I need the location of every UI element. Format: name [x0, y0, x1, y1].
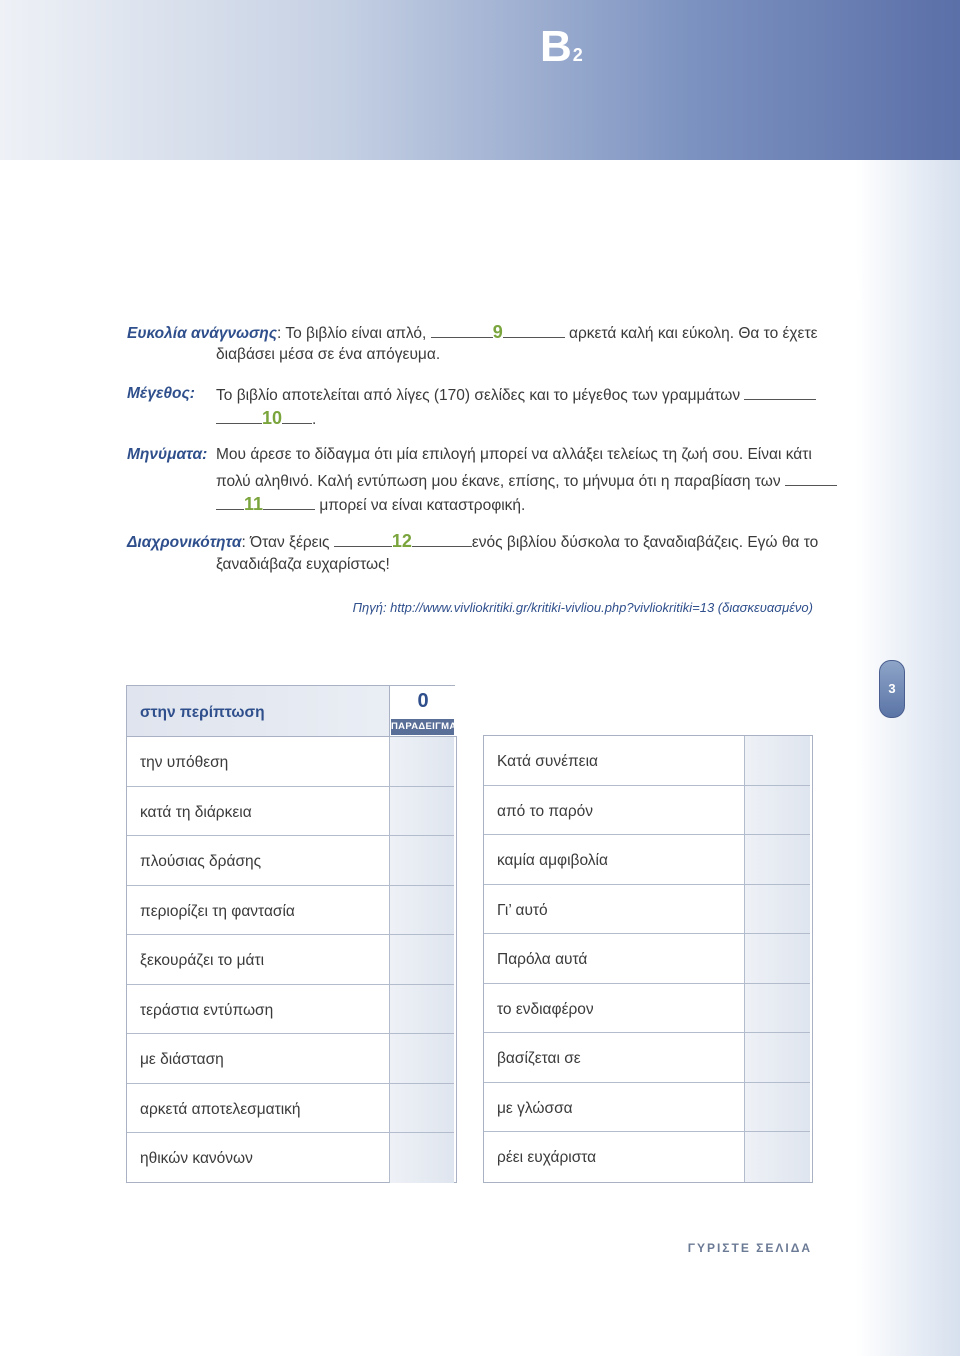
blank-line[interactable] — [334, 532, 392, 547]
left-answer-box[interactable] — [389, 886, 454, 936]
blank-number-11: 11 — [244, 494, 264, 514]
left-answer-box[interactable] — [389, 737, 454, 787]
left-answer-box[interactable] — [389, 836, 454, 886]
left-option-text: αρκετά αποτελεσματική — [140, 1100, 301, 1118]
ease-line-2: διαβάσει μέσα σε ένα απόγευμα. — [216, 346, 441, 363]
badge-subscript: 2 — [572, 45, 583, 65]
turn-page-note: ΓΥΡΙΣΤΕ ΣΕΛΙΔΑ — [687, 1241, 812, 1255]
timeless-label: Διαχρονικότητα — [127, 534, 242, 551]
left-option-text: ξεκουράζει το μάτι — [140, 952, 265, 969]
page-edge-strip — [856, 160, 960, 1356]
size-colon: : — [189, 385, 195, 402]
left-row — [127, 737, 389, 787]
left-answer-box[interactable] — [389, 1034, 454, 1084]
left-option-text: τεράστια εντύπωση — [140, 1001, 274, 1019]
size-line-label — [127, 385, 195, 403]
left-answer-box[interactable] — [389, 1133, 454, 1183]
blank-number-10: 10 — [262, 408, 283, 428]
badge-letter: B — [540, 22, 573, 71]
right-row — [484, 885, 744, 935]
example-answer-value: 0 — [417, 690, 429, 712]
left-option-text: περιορίζει τη φαντασία — [140, 902, 295, 920]
right-option-text: με γλώσσα — [497, 1099, 573, 1117]
left-option-text: κατά τη διάρκεια — [140, 803, 252, 821]
blank-line[interactable] — [785, 471, 837, 486]
left-row — [127, 787, 389, 837]
right-answer-box[interactable] — [744, 1033, 810, 1083]
blank-number-12: 12 — [391, 531, 412, 551]
msg-line-3 — [216, 494, 525, 515]
table-header-text: στην περίπτωση — [140, 704, 265, 721]
left-row — [127, 935, 389, 985]
right-option-text: καμία αμφιβολία — [497, 852, 608, 869]
timeless-text-b: ενός βιβλίου δύσκολα το ξαναδιαβάζεις. Εγώ θα το — [471, 534, 819, 551]
msg-line-1: Μου άρεσε το δίδαγμα ότι μία επιλογή μπορεί να αλλάξει τελείως τη ζωή σου. Είναι κάτι — [216, 446, 812, 463]
blank-line[interactable] — [744, 385, 816, 400]
right-option-text: βασίζεται σε — [497, 1050, 581, 1067]
left-answer-box[interactable] — [389, 787, 454, 837]
left-row — [127, 836, 389, 886]
size-period: . — [312, 411, 317, 428]
left-option-text: ηθικών κανόνων — [140, 1150, 253, 1167]
size-line-1 — [216, 385, 816, 405]
question-number-tab: 3 — [879, 660, 905, 718]
msg-text-3: μπορεί να είναι καταστροφική. — [319, 497, 526, 514]
right-row — [484, 984, 744, 1034]
left-row — [127, 1133, 389, 1183]
left-row — [127, 1034, 389, 1084]
left-option-text: με διάσταση — [140, 1051, 224, 1068]
header-band — [0, 0, 960, 160]
right-row — [484, 786, 744, 836]
msg-label: Μηνύματα — [127, 446, 203, 463]
left-option-text: την υπόθεση — [140, 754, 229, 771]
blank-line[interactable] — [216, 495, 244, 510]
size-text: Το βιβλίο αποτελείται από λίγες (170) σελίδες και το μέγεθος των γραμμάτων — [216, 387, 741, 404]
right-answer-box[interactable] — [744, 1083, 810, 1133]
example-answer-box — [389, 686, 455, 736]
timeless-line-1 — [127, 531, 818, 552]
right-option-text: το ενδιαφέρον — [497, 1000, 594, 1018]
right-options-table — [483, 735, 813, 1183]
right-answer-box[interactable] — [744, 1132, 810, 1182]
ease-text-a: : Το βιβλίο είναι απλό, — [277, 325, 427, 342]
blank-line[interactable] — [216, 409, 262, 424]
blank-line[interactable] — [412, 532, 472, 547]
left-option-text: πλούσιας δράσης — [140, 853, 262, 870]
ease-label: Ευκολία ανάγνωσης — [127, 325, 278, 342]
blank-number-9: 9 — [492, 322, 503, 342]
right-answer-box[interactable] — [744, 885, 810, 935]
example-label: ΠΑΡΑΔΕΙΓΜΑ — [391, 719, 454, 735]
left-options-table — [126, 736, 457, 1183]
section-badge — [540, 22, 583, 72]
timeless-text-a: : Όταν ξέρεις — [241, 534, 330, 551]
right-row — [484, 934, 744, 984]
ease-line-1 — [127, 322, 818, 343]
right-option-text: από το παρόν — [497, 802, 594, 820]
right-answer-box[interactable] — [744, 786, 810, 836]
right-row — [484, 1083, 744, 1133]
right-option-text: Κατά συνέπεια — [497, 753, 598, 770]
blank-line[interactable] — [503, 323, 565, 338]
timeless-line-2: ξαναδιάβαζα ευχαρίστως! — [216, 556, 390, 573]
right-answer-box[interactable] — [744, 934, 810, 984]
left-row — [127, 1084, 389, 1134]
msg-text-2: πολύ αληθινό. Καλή εντύπωση μου έκανε, επίσης, το μήνυμα ότι η παραβίαση των — [216, 473, 781, 490]
msg-colon: : — [202, 446, 208, 463]
blank-line[interactable] — [431, 323, 493, 338]
source-citation: Πηγή: http://www.vivliokritiki.gr/kritiki-vivliou.php?vivliokritiki=13 (διασκευασμένο) — [352, 600, 813, 615]
right-answer-box[interactable] — [744, 835, 810, 885]
msg-line-label — [127, 446, 207, 464]
left-answer-box[interactable] — [389, 985, 454, 1035]
left-answer-box[interactable] — [389, 935, 454, 985]
right-option-text: ρέει ευχάριστα — [497, 1149, 597, 1166]
right-option-text: Παρόλα αυτά — [497, 951, 588, 968]
right-answer-box[interactable] — [744, 984, 810, 1034]
ease-text-b: αρκετά καλή και εύκολη. Θα το έχετε — [569, 325, 818, 342]
msg-line-2 — [216, 471, 837, 491]
left-answer-box[interactable] — [389, 1084, 454, 1134]
size-line-2 — [216, 408, 316, 429]
right-row — [484, 835, 744, 885]
size-label: Μέγεθος — [127, 385, 190, 402]
right-row — [484, 1132, 744, 1182]
right-row — [484, 1033, 744, 1083]
right-option-text: Γι’ αυτό — [497, 901, 548, 919]
right-row — [484, 736, 744, 786]
right-answer-box[interactable] — [744, 736, 810, 786]
blank-line[interactable] — [282, 409, 312, 424]
left-row — [127, 886, 389, 936]
left-row — [127, 985, 389, 1035]
blank-line[interactable] — [263, 495, 315, 510]
